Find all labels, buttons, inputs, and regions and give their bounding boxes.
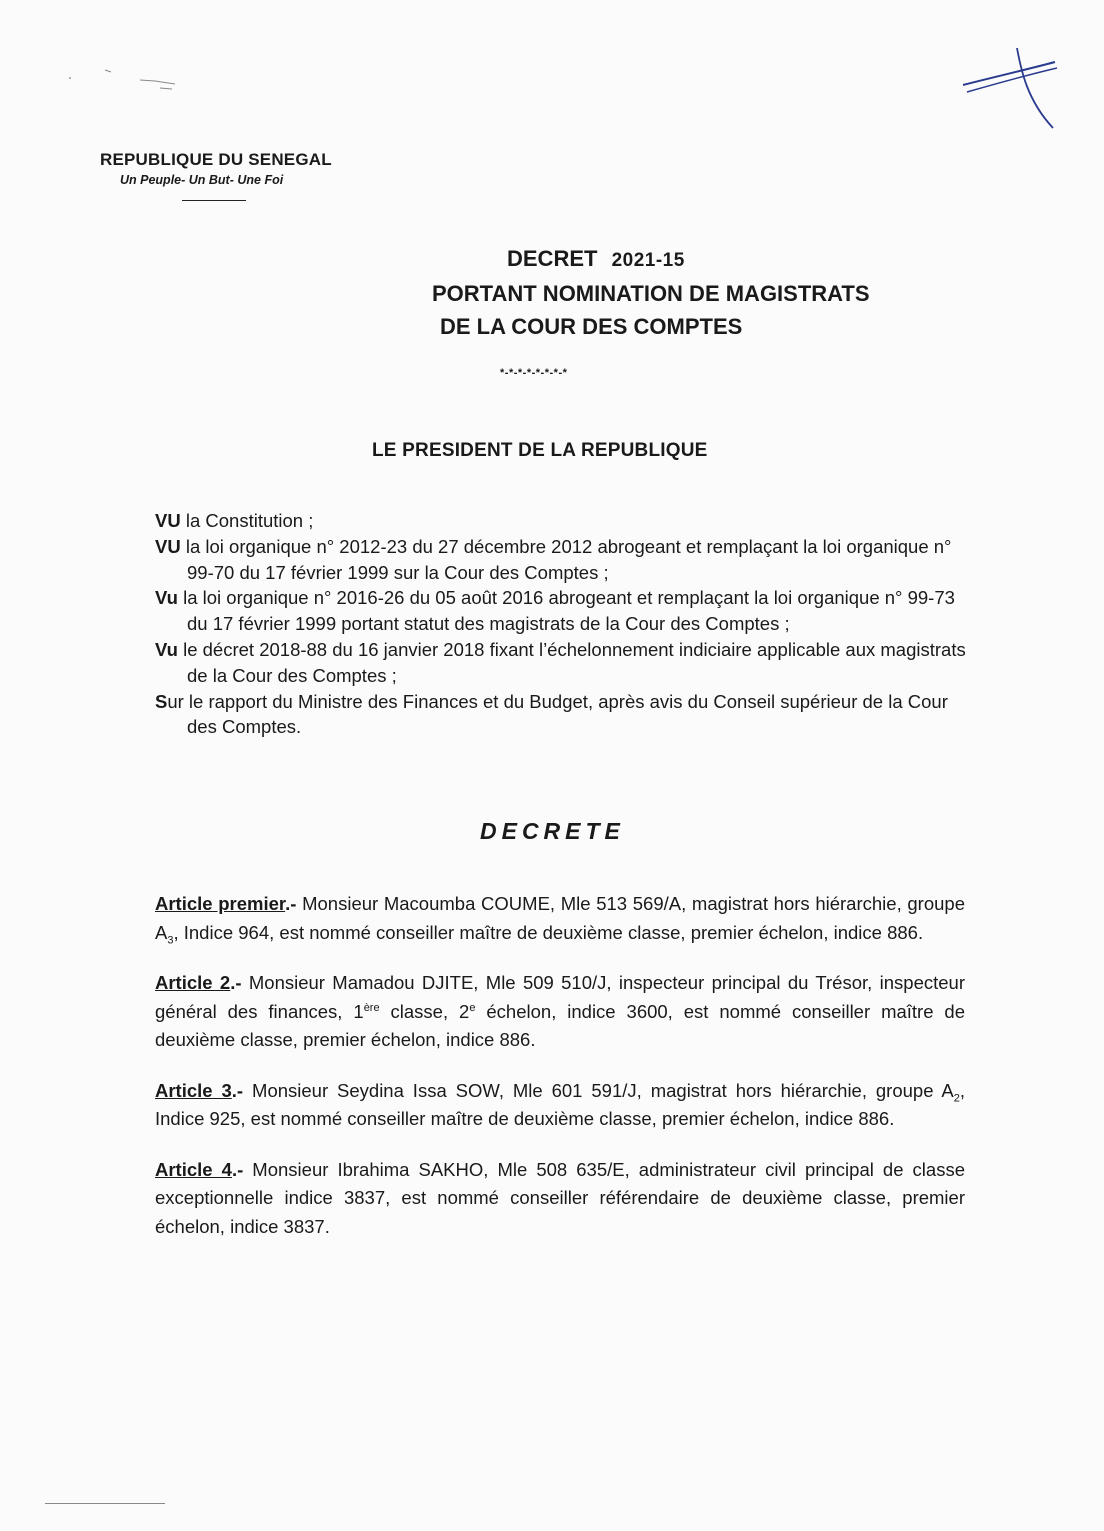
scan-smudge	[60, 60, 210, 110]
handwritten-cross-mark	[955, 40, 1065, 135]
visas-list	[155, 508, 970, 740]
decree-title	[432, 242, 992, 343]
decrete-heading: DECRETE	[480, 818, 625, 844]
articles-list	[155, 890, 965, 1263]
article-3: Article 3.- Monsieur Seydina Issa SOW, Mle 601 591/J, magistrat hors hiérarchie, groupe $A_2$, Indice 925, est nommé conseiller maître de deuxième classe, premier échelon, indice 886.	[155, 1079, 966, 1129]
national-motto: Un Peuple- Un But- Une Foi	[120, 173, 284, 187]
republic-header	[100, 150, 370, 187]
decree-subject-line-1: PORTANT NOMINATION DE MAGISTRATS	[432, 281, 870, 306]
separator-stars: *-*-*-*-*-*-*-*	[500, 367, 568, 379]
republic-name: REPUBLIQUE DU SENEGAL	[100, 150, 332, 169]
decree-number: 2021-15	[611, 250, 685, 271]
article-2: Article 2.- Monsieur Mamadou DJITE, Mle 509 510/J, inspecteur principal du Trésor, inspecteur général des finances, 1ère classe, 2e échelon, indice 3600, est nommé conseiller maître de deuxième classe, premier échelon, indice 886.	[155, 972, 966, 1050]
visa-item: VU la Constitution ;	[155, 510, 314, 531]
visa-item: Sur le rapport du Ministre des Finances et du Budget, après avis du Conseil supérieur de la Cour des Comptes.	[155, 690, 948, 738]
decree-label: DECRET	[507, 246, 598, 271]
visa-item: Vu la loi organique n° 2016-26 du 05 août 2016 abrogeant et remplaçant la loi organique n° 99-73 du 17 février 1999 portant statut des magistrats de la Cour des Comptes ;	[155, 587, 955, 635]
decree-number-line	[432, 242, 992, 277]
president-heading: LE PRESIDENT DE LA REPUBLIQUE	[372, 440, 708, 461]
visa-item: Vu le décret 2018-88 du 16 janvier 2018 fixant l’échelonnement indiciaire applicable aux magistrats de la Cour des Comptes ;	[155, 638, 966, 686]
article-4: Article 4.- Monsieur Ibrahima SAKHO, Mle 508 635/E, administrateur civil principal de classe exceptionnelle indice 3837, est nommé conseiller référendaire de deuxième classe, premier échelon, indice 3837.	[155, 1158, 965, 1237]
article-1: Article premier.- Monsieur Macoumba COUME, Mle 513 569/A, magistrat hors hiérarchie, groupe $A_3$, Indice 964, est nommé conseiller maître de deuxième classe, premier échelon, indice 886.	[155, 893, 965, 947]
visa-item: VU la loi organique n° 2012-23 du 27 décembre 2012 abrogeant et remplaçant la loi organique n° 99-70 du 17 février 1999 sur la Cour des Comptes ;	[155, 535, 952, 583]
decree-subject-line-2: DE LA COUR DES COMPTES	[440, 314, 743, 339]
scan-edge-line	[45, 1503, 165, 1504]
header-divider	[182, 200, 246, 201]
